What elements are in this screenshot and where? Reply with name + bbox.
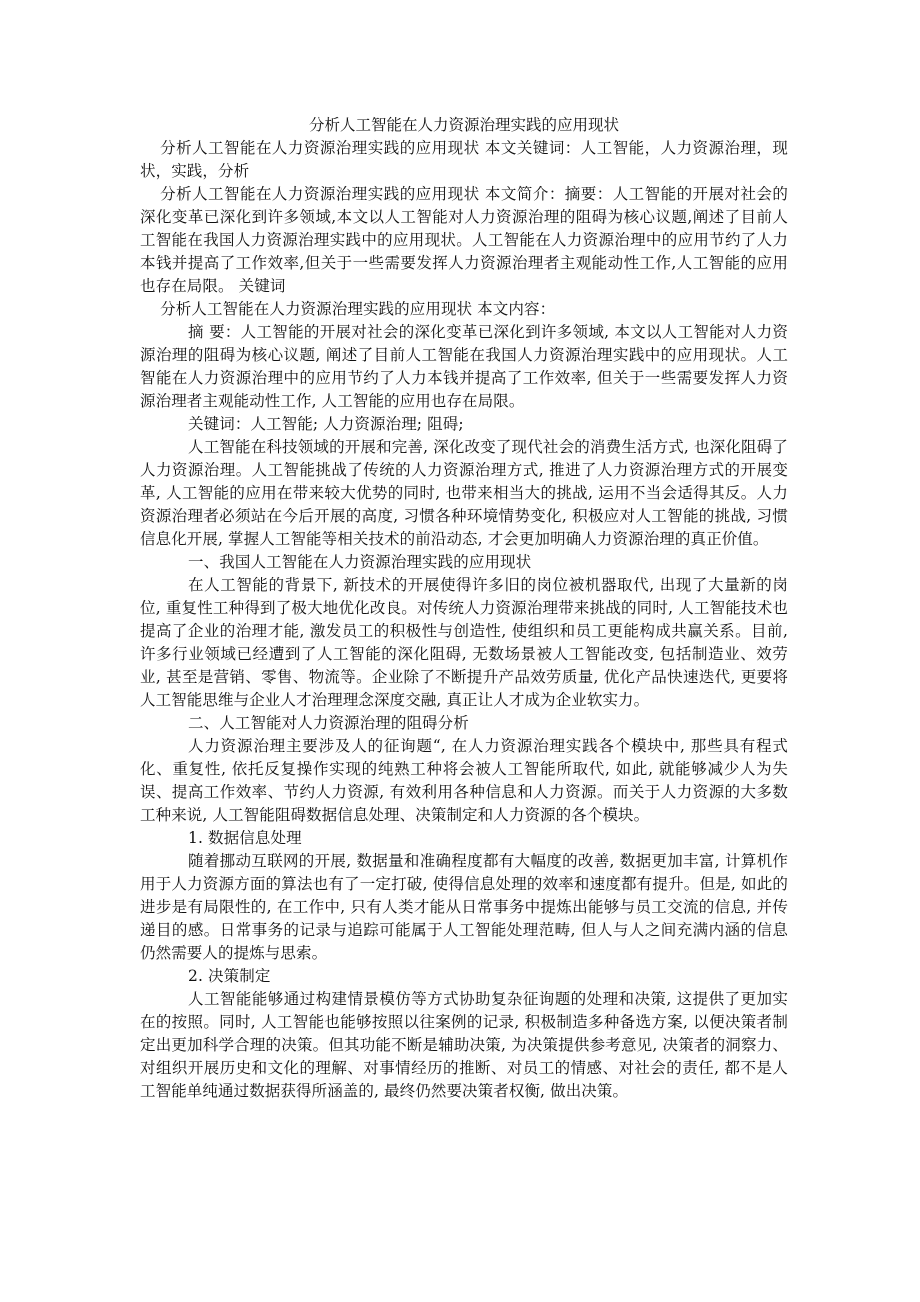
document-title: 分析人工智能在人力资源治理实践的应用现状 (308, 116, 619, 134)
keywords-paragraph: 关键词：人工智能; 人力资源治理; 阻碍; (188, 415, 464, 433)
section2-heading: 二、人工智能对人力资源治理的阻碍分析 (188, 714, 469, 732)
subsection2-body: 人工智能能够通过构建情景模仿等方式协助复杂征询题的处理和决策, 这提供了更加实在的按照。同时, 人工智能也能够按照以往案例的记录, 积极制造多种备选方案, 以便决策者制定出更加科学合理的决策。但其功能不断是辅助决策, 为决策提供参考意见, 决策者的洞察力、对组织开展历史和文化的理解、对事情经历的推断、对员工的情感、对社会的责任, 都不是人工智能单纯通过数据获得所涵盖的, 最终仍然要决策者权衡, 做出决策。 (140, 990, 788, 1100)
meta-keywords-paragraph: 分析人工智能在人力资源治理实践的应用现状 本文关键词：人工智能，人力资源治理，现状，实践，分析 (140, 139, 788, 180)
intro-paragraph: 人工智能在科技领域的开展和完善, 深化改变了现代社会的消费生活方式, 也深化阻碍了人力资源治理。人工智能挑战了传统的人力资源治理方式, 推进了人力资源治理方式的开展变革, 人工智能的应用在带来较大优势的同时, 也带来相当大的挑战, 运用不当会适得其反。人力资源治理者必须站在今后开展的高度, 习惯各种环境情势变化, 积极应对人工智能的挑战, 习惯信息化开展, 掌握人工智能等相关技术的前沿动态, 才会更加明确人力资源治理的真正价值。 (140, 438, 788, 548)
meta-intro-paragraph: 分析人工智能在人力资源治理实践的应用现状 本文简介：摘要：人工智能的开展对社会的深化变革已深化到许多领域,本文以人工智能对人力资源治理的阻碍为核心议题,阐述了目前人工智能在我国人力资源治理实践中的应用现状。人工智能在人力资源治理中的应用节约了人力本钱并提高了工作效率,但关于一些需要发挥人力资源治理者主观能动性工作,人工智能的应用也存在局限。 关键词 (140, 185, 788, 295)
meta-content-paragraph: 分析人工智能在人力资源治理实践的应用现状 本文内容： (160, 300, 556, 318)
subsection2-heading: 2. 决策制定 (188, 967, 271, 985)
subsection1-heading: 1. 数据信息处理 (188, 829, 302, 847)
subsection1-body: 随着挪动互联网的开展, 数据量和准确程度都有大幅度的改善, 数据更加丰富, 计算机作用于人力资源方面的算法也有了一定打破, 使得信息处理的效率和速度都有提升。但是, 如此的进步是有局限性的, 在工作中, 只有人类才能从日常事务中提炼出能够与员工交流的信息, 并传递目的感。日常事务的记录与追踪可能属于人工智能处理范畴, 但人与人之间充满内涵的信息仍然需要人的提炼与思索。 (140, 852, 788, 962)
section1-body: 在人工智能的背景下, 新技术的开展使得许多旧的岗位被机器取代, 出现了大量新的岗位, 重复性工种得到了极大地优化改良。对传统人力资源治理带来挑战的同时, 人工智能技术也提高了企业的治理才能, 激发员工的积极性与创造性, 使组织和员工更能构成共赢关系。目前, 许多行业领域已经遭到了人工智能的深化阻碍, 无数场景被人工智能改变, 包括制造业、效劳业, 甚至是营销、零售、物流等。企业除了不断提升产品效劳质量, 优化产品快速迭代, 更要将人工智能思维与企业人才治理理念深度交融, 真正让人才成为企业软实力。 (140, 576, 788, 709)
section2-body: 人力资源治理主要涉及人的征询题“, 在人力资源治理实践各个模块中, 那些具有程式化、重复性, 依托反复操作实现的纯熟工种将会被人工智能所取代, 如此, 就能够减少人为失误、提高工作效率、节约人力资源, 有效利用各种信息和人力资源。而关于人力资源的大多数工种来说, 人工智能阻碍数据信息处理、决策制定和人力资源的各个模块。 (140, 737, 788, 824)
section1-heading: 一、我国人工智能在人力资源治理实践的应用现状 (188, 553, 532, 571)
abstract-paragraph: 摘 要：人工智能的开展对社会的深化变革已深化到许多领域, 本文以人工智能对人力资源治理的阻碍为核心议题, 阐述了目前人工智能在我国人力资源治理实践中的应用现状。人工智能在人力资源治理中的应用节约了人力本钱并提高了工作效率, 但关于一些需要发挥人力资源治理者主观能动性工作, 人工智能的应用也存在局限。 (140, 323, 788, 410)
document-page (140, 114, 788, 1103)
